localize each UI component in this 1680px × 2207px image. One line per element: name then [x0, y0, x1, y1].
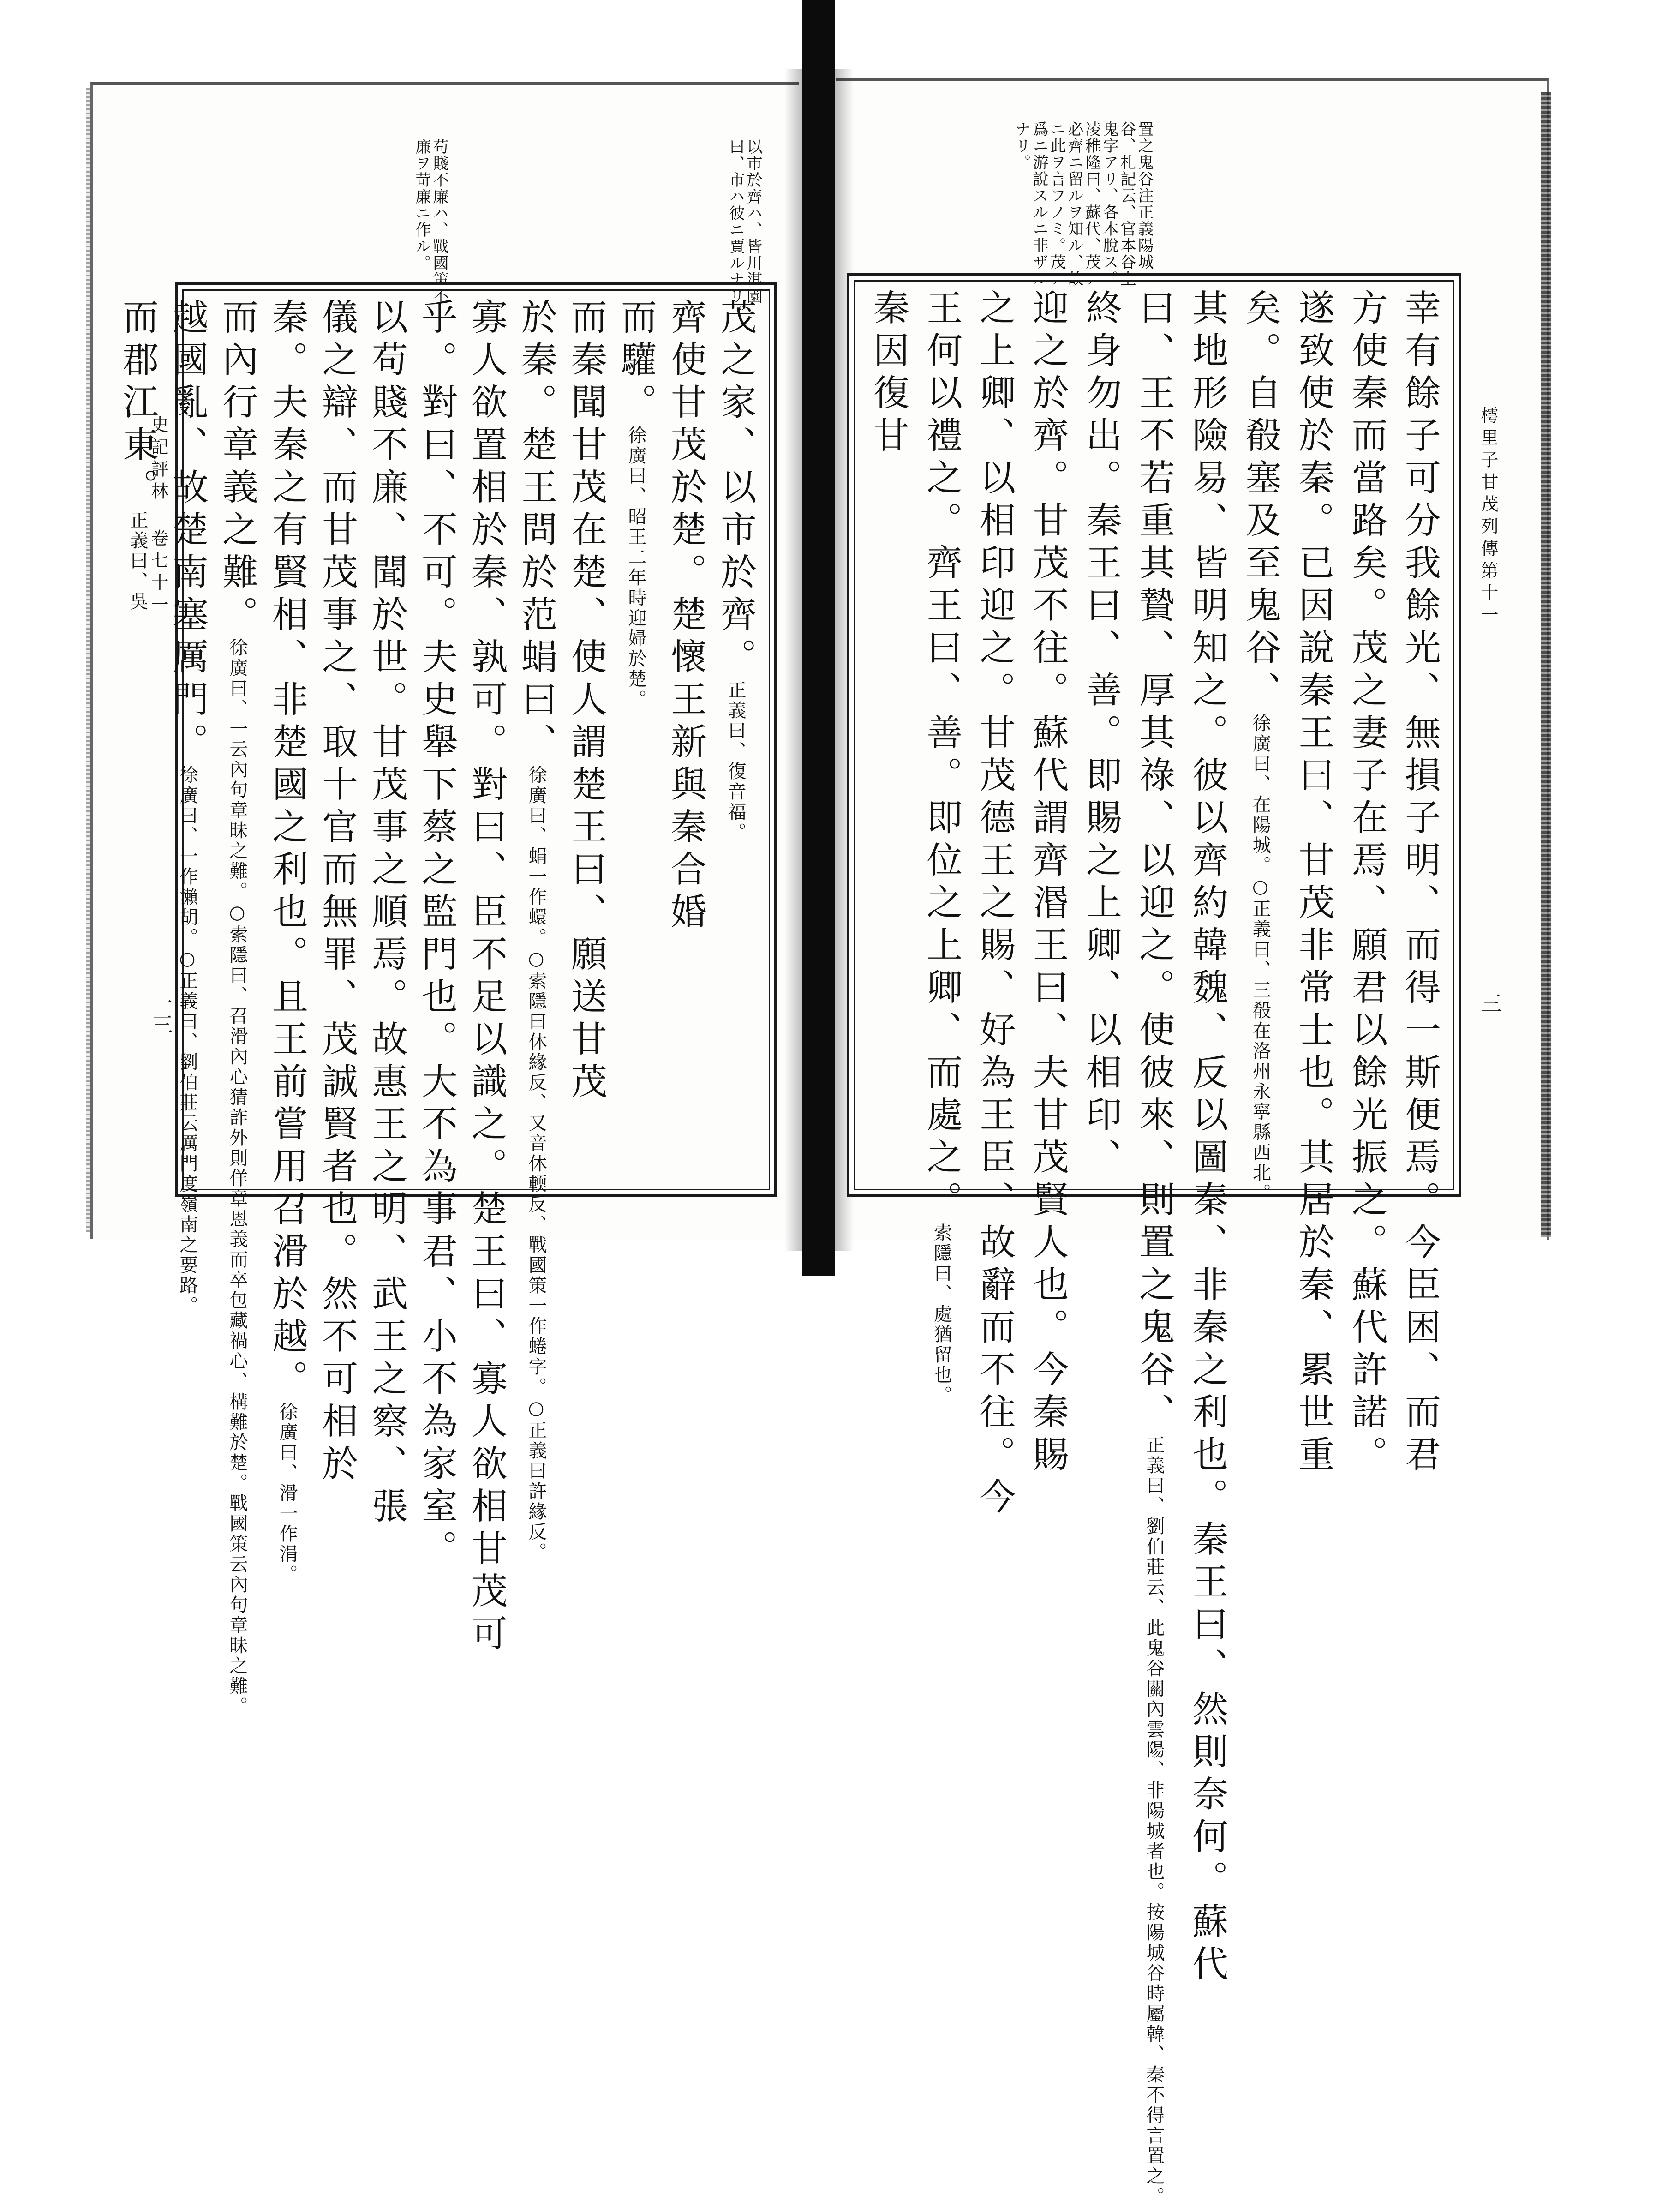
text-column: 而驩。徐廣曰、昭王二年時迎婦於楚。 — [615, 298, 657, 710]
head-note: 置之鬼谷注正義陽城 谷、札記云、官本谷上 鬼字アリ、各本脫ス。 凌稚隆曰、蘇代、茂ノ 必齊ニ留ルヲ知ル、故 ニ此ヲ言フノミ。茂ノ 爲ニ游說スルニ非ザル ナリ。 — [1012, 121, 1154, 287]
head-note-line: 曰、市ハ彼ニ賈ルナリ。 — [726, 138, 745, 321]
text-column: 儀之辯、而甘茂事之、取十官而無罪、茂誠賢者也。然不可相於 — [316, 298, 358, 1487]
head-note-line: 廉ヲ苛廉ニ作ル。 — [413, 138, 431, 271]
text-column: 秦。夫秦之有賢相、非楚國之利也。且王前嘗用召滑於越。徐廣曰、滑一作涓。 — [266, 298, 308, 1585]
head-note-line: 苟賤不廉ハ、戰國策不 — [430, 138, 448, 305]
text-column: 乎。對曰、不可。夫史舉下蔡之監門也。大不為事君、小不為家室。 — [416, 298, 457, 1572]
text-column: 而內行章義之難。徐廣曰、一云內句章昧之難。○索隱曰、召滑內心猜詐外則佯章恩義而卒包藏禍心、構難於楚。戰國策云內句章昧之難。 — [216, 298, 258, 1717]
text-column: 方使秦而當路矣。茂之妻子在焉、願君以餘光振之。蘇代許諾。 — [1345, 289, 1387, 1478]
page-edge-right — [1541, 92, 1551, 1237]
text-frame-right — [847, 273, 1461, 2207]
running-head: 樗里子甘茂列傳第十一 — [1478, 406, 1498, 628]
text-column: 而秦聞甘茂在楚、使人謂楚王曰、願送甘茂 — [565, 298, 607, 1105]
text-column: 寡人欲置相於秦、孰可。對曰、臣不足以識之。楚王曰、寡人欲相甘茂可 — [466, 298, 507, 1657]
head-note — [413, 138, 448, 305]
head-note-line: 以市於齊ハ、皆川淇園 — [744, 138, 762, 305]
text-column: 齊使甘茂於楚。楚懷王新與秦合婚 — [665, 298, 706, 935]
text-column: 於秦。楚王問於范蜎曰、徐廣曰、蜎一作蠉。○索隱曰休緣反、又音休輭反、戰國策一作蜷字。○正義曰許緣反。 — [515, 298, 557, 1563]
text-column: 其地形險易、皆明知之。彼以齊約韓魏、反以圖秦、非秦之利也。秦王曰、然則奈何。蘇代 — [1186, 289, 1228, 1987]
book-gutter — [802, 0, 835, 1276]
text-column: 王何以禮之。齊王曰、善。即位之上卿、而處之。索隱曰、處猶留也。 — [921, 289, 963, 1406]
page-number: 三 — [1477, 992, 1502, 1014]
text-column: 曰、王不若重其贄、厚其祿、以迎之。使彼來、則置之鬼谷、正義曰、劉伯莊云、此鬼谷關內雲陽、非陽城者也。按陽城谷時屬韓、秦不得言置之。 — [1133, 289, 1175, 2207]
text-column: 茂之家、以市於齊。正義曰、復音福。 — [715, 298, 756, 843]
page-number: 一三 — [149, 992, 173, 1035]
text-column: 以苟賤不廉、聞於世。甘茂事之順焉。故惠王之明、武王之察、張 — [366, 298, 407, 1529]
text-column: 終身勿出。秦王曰、善。即賜之上卿、以相印、 — [1080, 289, 1122, 1181]
running-head: 史記評林 卷七十一 — [148, 415, 168, 618]
text-column: 幸有餘子可分我餘光、無損子明、而得一斯便焉。今臣困、而君 — [1399, 289, 1441, 1478]
text-column: 越國亂、故楚南塞厲門。徐廣曰、一作瀨胡。○正義曰、劉伯莊云厲門度嶺南之要路。 — [167, 298, 208, 1316]
text-column: 矣。自殽塞及至鬼谷、徐廣曰、在陽城。○正義曰、三殽在洛州永寧縣西北。 — [1239, 289, 1281, 1204]
gutter-shadow — [784, 69, 802, 1251]
text-column: 之上卿、以相印迎之。甘茂德王之賜、好為王臣、故辭而不往。今 — [974, 289, 1016, 1520]
text-column: 迎之於齊。甘茂不往。蘇代謂齊湣王曰、夫甘茂賢人也。今秦賜 — [1027, 289, 1069, 1478]
text-column: 而郡江東。正義曰、吳 — [117, 298, 158, 612]
text-column: 遂致使於秦。已因說秦王曰、甘茂非常士也。其居於秦、累世重 — [1292, 289, 1334, 1478]
text-column: 秦因復甘 — [867, 289, 909, 459]
text-columns — [863, 289, 1445, 2207]
